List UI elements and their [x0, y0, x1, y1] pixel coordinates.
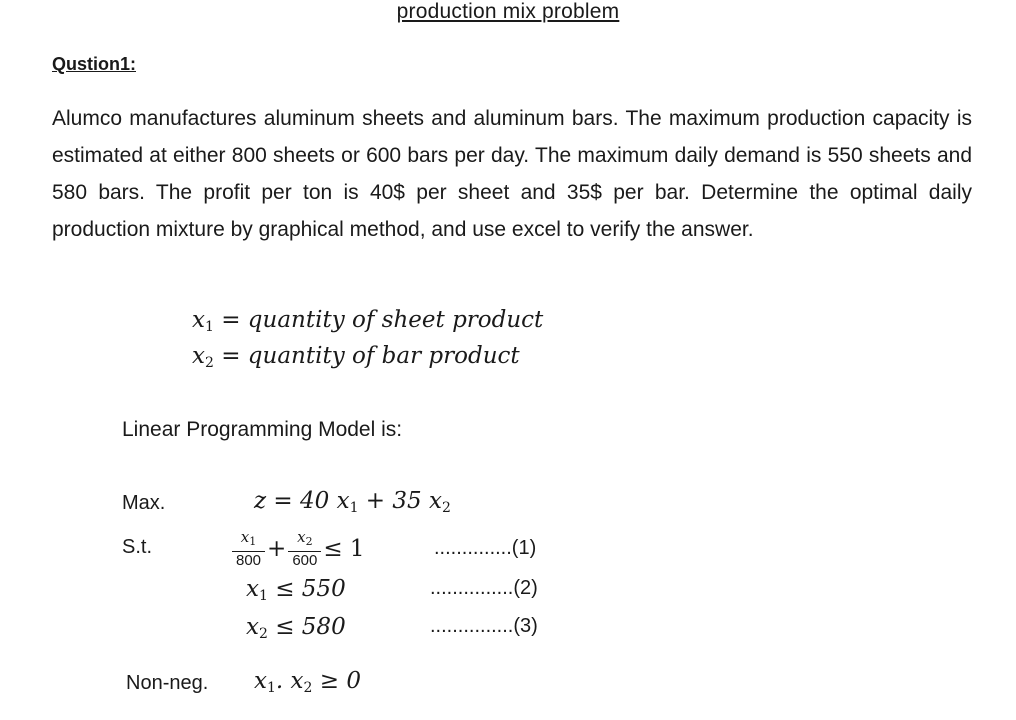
- model-heading: Linear Programming Model is:: [122, 418, 403, 441]
- fraction-x2-over-600: [288, 528, 321, 570]
- variable-index: 1: [204, 319, 214, 335]
- fraction-x1-over-800: [232, 528, 265, 570]
- variable-index: 2: [204, 355, 214, 371]
- objective-lhs: z = 40 x: [254, 488, 350, 514]
- constraint-rhs: ≤ 550: [267, 576, 346, 602]
- variable-symbol: x: [192, 343, 205, 369]
- constraint-3: [246, 614, 346, 642]
- non-negativity-label: Non-neg.: [126, 672, 209, 694]
- nonneg-rhs: ≥ 0: [312, 668, 361, 694]
- fraction-denominator: 600: [292, 552, 318, 569]
- constraint-var: x: [246, 576, 259, 602]
- constraint-rhs: ≤ 580: [267, 614, 346, 640]
- constraint-1: [232, 528, 367, 574]
- fraction-numerator-index: 1: [249, 535, 257, 548]
- constraint-ref-1: ..............(1): [434, 537, 537, 559]
- document-title: production mix problem: [396, 0, 620, 23]
- non-negativity-constraint: [254, 668, 361, 696]
- fraction-numerator: x: [297, 528, 306, 546]
- objective-mid: + 35 x: [358, 488, 442, 514]
- max-label: Max.: [122, 492, 166, 514]
- constraint-ref-3: ...............(3): [430, 615, 538, 637]
- constraint-2: [246, 576, 346, 604]
- constraint-var-index: 2: [258, 626, 268, 642]
- constraint-ref-2: ...............(2): [430, 577, 538, 599]
- problem-statement: Alumco manufactures aluminum sheets and aluminum bars. The maximum production capacity is estimated at either 800 sheets or 600 bars per day. The maximum daily demand is 550 sheets and 580 bars. The profit per ton is 40$ per sheet and 35$ per bar. Determine the optimal daily production mixture by graphical method, and use excel to verify the answer.: [52, 107, 972, 241]
- nonneg-dot: . x: [275, 668, 304, 694]
- objective-function: [254, 488, 451, 516]
- objective-index-1: 1: [349, 500, 359, 516]
- constraint-rhs: ≤ 1: [323, 536, 365, 562]
- variable-definition-x1: [192, 307, 543, 335]
- variable-definition-text: = quantity of sheet product: [221, 307, 544, 333]
- variable-symbol: x: [192, 307, 205, 333]
- subject-to-label: S.t.: [122, 536, 153, 558]
- nonneg-var-1: x: [254, 668, 267, 694]
- variable-definition-x2: [192, 343, 520, 371]
- plus-sign: +: [267, 536, 287, 562]
- nonneg-index-1: 1: [266, 680, 276, 696]
- nonneg-index-2: 2: [303, 680, 313, 696]
- fraction-numerator-index: 2: [305, 535, 313, 548]
- constraint-var: x: [246, 614, 259, 640]
- constraint-var-index: 1: [258, 588, 268, 604]
- objective-index-2: 2: [441, 500, 451, 516]
- fraction-denominator: 800: [236, 552, 262, 569]
- fraction-numerator: x: [240, 528, 250, 546]
- question-heading: Qustion1:: [52, 54, 136, 74]
- variable-definition-text: = quantity of bar product: [221, 343, 520, 369]
